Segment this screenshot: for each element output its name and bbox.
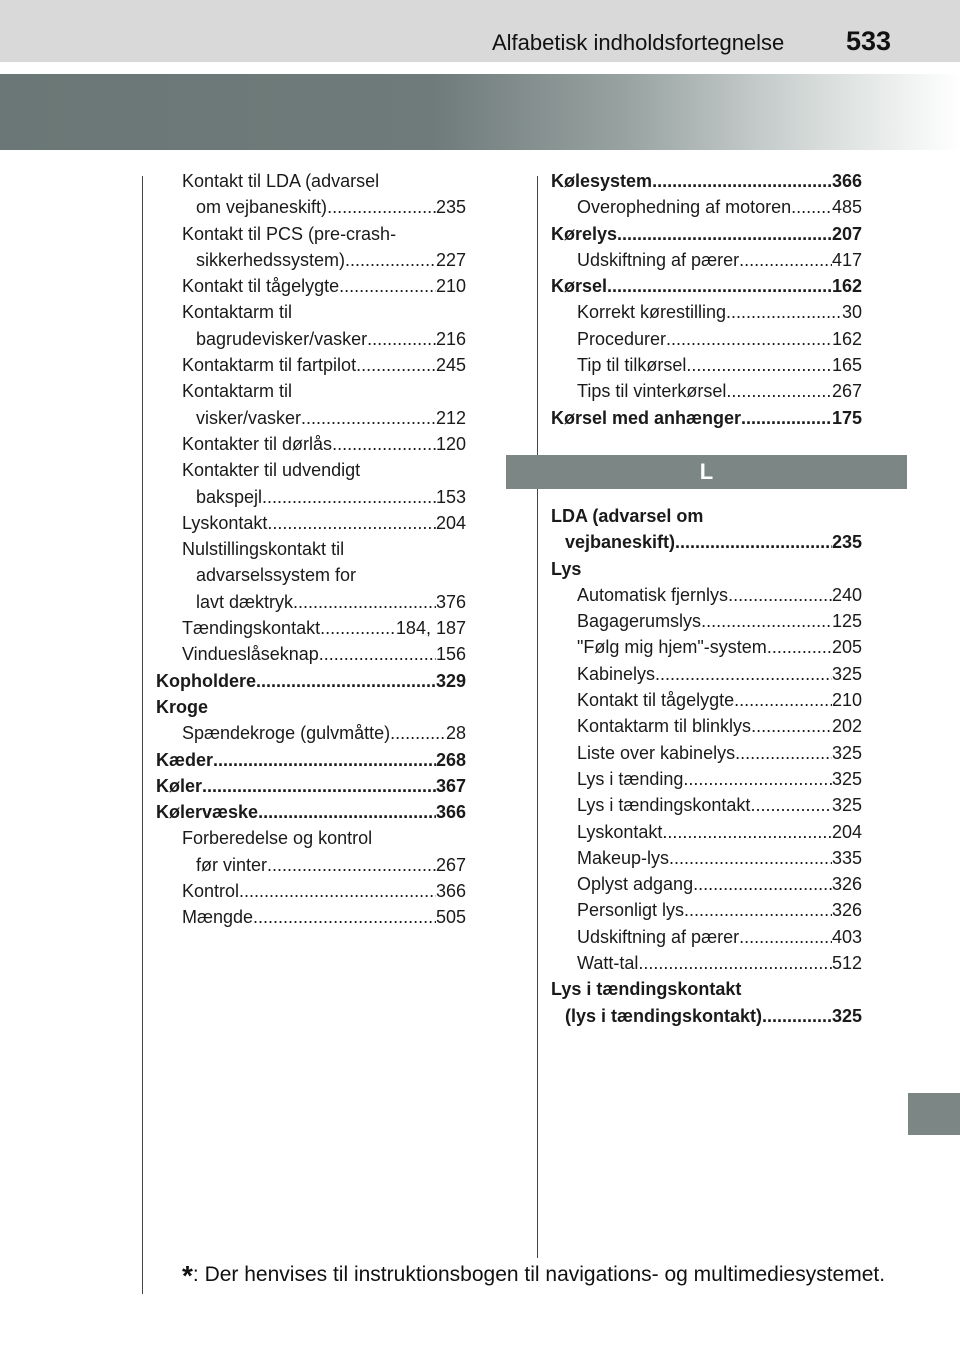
entry-page: 512 [831, 953, 862, 974]
entry-text: Kølervæske [156, 802, 259, 823]
entry-text: Tip til tilkørsel [577, 355, 687, 376]
left-margin-rule [142, 176, 143, 1294]
entry-text: Spændekroge (gulvmåtte) [182, 723, 391, 744]
dot-leader [728, 582, 832, 608]
entry-page: 417 [831, 249, 862, 270]
entry-text: Liste over kabinelys [577, 742, 736, 763]
index-entry [551, 326, 862, 352]
entry-text: Automatisk fjernlys [577, 584, 729, 605]
dot-leader [390, 720, 446, 746]
entry-text: Lys [551, 558, 582, 579]
dot-leader [319, 641, 436, 667]
index-entry [551, 194, 862, 220]
entry-text: Mængde [182, 907, 254, 928]
index-entry [551, 247, 862, 273]
index-entry [551, 740, 862, 766]
entry-text: Lyskontakt [577, 821, 663, 842]
index-entry [551, 792, 862, 818]
entry-text: Kopholdere [156, 670, 257, 691]
entry-text: Kabinelys [577, 663, 656, 684]
entry-page: 366 [435, 802, 466, 823]
index-entry [156, 852, 466, 878]
entry-page: 326 [831, 874, 862, 895]
index-entry [551, 1003, 862, 1029]
dot-leader [675, 529, 832, 555]
dot-leader [655, 661, 832, 687]
dot-leader [267, 852, 436, 878]
entry-page: 267 [435, 854, 466, 875]
entry-page: 162 [831, 328, 862, 349]
index-entry [156, 484, 466, 510]
dot-leader [262, 484, 436, 510]
entry-text: Kontakter til dørlås [182, 433, 333, 454]
dot-leader [662, 819, 832, 845]
dot-leader [684, 897, 832, 923]
entry-page: 325 [831, 795, 862, 816]
entry-page: 216 [435, 328, 466, 349]
entry-page: 326 [831, 900, 862, 921]
entry-text: bakspejl [196, 486, 263, 507]
index-entry [551, 845, 862, 871]
index-entry [551, 503, 862, 529]
dot-leader [739, 247, 832, 273]
dot-leader [741, 405, 832, 431]
index-entry [156, 431, 466, 457]
entry-text: Tændingskontakt [182, 618, 321, 639]
footnote-text: : Der henvises til instruktionsbogen til navigations- og multimediesystemet. [192, 1263, 886, 1286]
index-entry [156, 825, 466, 851]
dot-leader [652, 168, 832, 194]
entry-text: Overophedning af motoren [577, 197, 792, 218]
index-entry [551, 582, 862, 608]
entry-page: 240 [831, 584, 862, 605]
dot-leader [686, 352, 832, 378]
index-entry [156, 694, 466, 720]
entry-page: 235 [831, 532, 862, 553]
index-entry [551, 405, 862, 431]
entry-text: sikkerhedssystem) [196, 249, 346, 270]
index-entry [156, 615, 466, 641]
index-entry [551, 168, 862, 194]
entry-text: Kæder [156, 749, 214, 770]
index-entry [156, 562, 466, 588]
index-entry [156, 326, 466, 352]
entry-text: Kroge [156, 696, 209, 717]
index-entry [156, 221, 466, 247]
entry-page: 156 [435, 644, 466, 665]
index-entry [551, 897, 862, 923]
dot-leader [726, 378, 832, 404]
footnote [182, 1256, 886, 1291]
entry-text: Kontakt til tågelygte [182, 276, 340, 297]
entry-page: 325 [831, 663, 862, 684]
index-entry [551, 766, 862, 792]
entry-text: Bagagerumslys [577, 611, 702, 632]
dot-leader [693, 871, 832, 897]
dot-leader [638, 950, 832, 976]
entry-text: Kontakter til udvendigt [182, 460, 361, 481]
entry-text: vejbaneskift) [565, 532, 676, 553]
index-entry [156, 641, 466, 667]
index-entry [156, 668, 466, 694]
dot-leader [607, 273, 832, 299]
entry-page: 175 [831, 407, 862, 428]
index-entry [551, 950, 862, 976]
entry-text: Procedurer [577, 328, 667, 349]
entry-text: Kontaktarm til [182, 302, 293, 323]
dot-leader [202, 773, 436, 799]
dot-leader [293, 589, 436, 615]
entry-page: 325 [831, 1005, 862, 1026]
entry-text: lavt dæktryk [196, 591, 294, 612]
header-bar [0, 0, 960, 62]
dot-leader [356, 352, 436, 378]
entry-text: Forberedelse og kontrol [182, 828, 373, 849]
dot-leader [669, 845, 832, 871]
entry-page: 329 [435, 670, 466, 691]
index-entry [551, 634, 862, 660]
index-entry [156, 904, 466, 930]
entry-page: 28 [445, 723, 466, 744]
dot-leader [213, 747, 436, 773]
entry-text: Korrekt kørestilling [577, 302, 727, 323]
index-entry [551, 687, 862, 713]
entry-text: Lyskontakt [182, 512, 268, 533]
entry-page: 204 [831, 821, 862, 842]
entry-page: 162 [831, 276, 862, 297]
dot-leader [367, 326, 436, 352]
index-entry [551, 819, 862, 845]
dot-leader [339, 273, 436, 299]
index-entry [156, 405, 466, 431]
entry-page: 403 [831, 926, 862, 947]
index-entry [156, 747, 466, 773]
index-entry [551, 529, 862, 555]
dot-leader [258, 799, 436, 825]
entry-text: Tips til vinterkørsel [577, 381, 727, 402]
entry-text: Udskiftning af pærer [577, 249, 740, 270]
entry-page: 153 [435, 486, 466, 507]
entry-text: Kontakt til PCS (pre-crash- [182, 223, 397, 244]
entry-text: Kontakt til tågelygte [577, 690, 735, 711]
dot-leader [701, 608, 832, 634]
entry-text: LDA (advarsel om [551, 505, 704, 526]
dot-leader [253, 904, 436, 930]
entry-page: 210 [831, 690, 862, 711]
entry-page: 485 [831, 197, 862, 218]
entry-text: Watt-tal [577, 953, 639, 974]
entry-page: 325 [831, 768, 862, 789]
index-entry [551, 713, 862, 739]
decorative-band [0, 74, 960, 150]
index-entry [156, 352, 466, 378]
entry-text: Nulstillingskontakt til [182, 539, 345, 560]
entry-text: Kørsel med anhænger [551, 407, 742, 428]
index-entry [551, 976, 862, 1002]
entry-text: visker/vasker [196, 407, 302, 428]
section-letter: L [699, 458, 714, 484]
entry-page: 125 [831, 611, 862, 632]
entry-page: 335 [831, 847, 862, 868]
index-column-left [156, 168, 466, 931]
dot-leader [734, 687, 832, 713]
entry-text: "Følg mig hjem"-system [577, 637, 767, 658]
entry-text: Kontrol [182, 881, 240, 902]
dot-leader [327, 194, 436, 220]
entry-page: 268 [435, 749, 466, 770]
index-entry [156, 378, 466, 404]
entry-text: Kørsel [551, 276, 608, 297]
entry-text: Udskiftning af pærer [577, 926, 740, 947]
entry-text: Kontaktarm til blinklys [577, 716, 752, 737]
index-entry [551, 924, 862, 950]
entry-text: Kørelys [551, 223, 618, 244]
index-entry [156, 299, 466, 325]
dot-leader [666, 326, 832, 352]
entry-text: før vinter [196, 854, 268, 875]
index-entry [551, 378, 862, 404]
dot-leader [301, 405, 436, 431]
index-entry [156, 194, 466, 220]
column-divider [537, 176, 538, 1258]
index-entry [156, 457, 466, 483]
entry-text: Lys i tændingskontakt [577, 795, 751, 816]
section-title: Alfabetisk indholdsfortegnelse [492, 30, 785, 55]
entry-page: 184, 187 [395, 618, 466, 639]
index-entry [156, 247, 466, 273]
dot-leader [791, 194, 832, 220]
entry-text: Kontakt til LDA (advarsel [182, 171, 380, 191]
index-entry [156, 273, 466, 299]
dot-leader [239, 878, 436, 904]
entry-text: Lys i tændingskontakt [551, 979, 742, 1000]
index-entry [551, 871, 862, 897]
dot-leader [739, 924, 832, 950]
index-entry [156, 536, 466, 562]
footnote-marker: * [182, 1260, 193, 1291]
entry-text: advarselssystem for [196, 565, 357, 586]
entry-page: 204 [435, 512, 466, 533]
entry-page: 366 [831, 171, 862, 191]
entry-page: 325 [831, 742, 862, 763]
dot-leader [726, 299, 842, 325]
dot-leader [683, 766, 832, 792]
entry-text: Kølesystem [551, 171, 653, 191]
index-entry [551, 299, 862, 325]
index-entry [156, 799, 466, 825]
dot-leader [345, 247, 436, 273]
entry-text: Vindueslåseknap [182, 644, 319, 665]
dot-leader [256, 668, 436, 694]
entry-text: Kontaktarm til fartpilot [182, 355, 357, 376]
entry-page: 212 [435, 407, 466, 428]
index-entry [156, 773, 466, 799]
entry-text: Personligt lys [577, 900, 685, 921]
entry-page: 165 [831, 355, 862, 376]
dot-leader [751, 713, 832, 739]
index-entry [551, 608, 862, 634]
entry-page: 227 [435, 249, 466, 270]
index-entry [551, 556, 862, 582]
entry-text: (lys i tændingskontakt) [565, 1005, 763, 1026]
dot-leader [767, 634, 832, 660]
entry-page: 367 [435, 775, 466, 796]
entry-text: Kontaktarm til [182, 381, 293, 402]
dot-leader [762, 1003, 832, 1029]
index-entry [156, 878, 466, 904]
entry-page: 30 [841, 302, 862, 323]
page-number: 533 [846, 26, 892, 56]
entry-text: bagrudevisker/vasker [196, 328, 368, 349]
index-entry [156, 720, 466, 746]
entry-page: 267 [831, 381, 862, 402]
index-entry [156, 510, 466, 536]
entry-page: 366 [435, 881, 466, 902]
index-entry [156, 589, 466, 615]
entry-text: Makeup-lys [577, 847, 670, 868]
dot-leader [267, 510, 436, 536]
entry-text: Lys i tænding [577, 768, 684, 789]
index-entry [551, 273, 862, 299]
dot-leader [332, 431, 436, 457]
index-entry [156, 168, 466, 194]
entry-page: 207 [831, 223, 862, 244]
chapter-tab [908, 1093, 960, 1135]
entry-page: 205 [831, 637, 862, 658]
dot-leader [750, 792, 832, 818]
dot-leader [735, 740, 832, 766]
entry-page: 245 [435, 355, 466, 376]
index-entry [551, 661, 862, 687]
entry-page: 505 [435, 907, 466, 928]
entry-page: 120 [435, 433, 466, 454]
entry-text: Oplyst adgang [577, 874, 694, 895]
entry-text: om vejbaneskift) [196, 197, 328, 218]
entry-page: 235 [435, 197, 466, 218]
index-entry [551, 352, 862, 378]
entry-page: 202 [831, 716, 862, 737]
index-column-right [551, 168, 862, 1029]
entry-text: Køler [156, 775, 203, 796]
entry-page: 210 [435, 276, 466, 297]
dot-leader [617, 221, 832, 247]
index-entry [551, 221, 862, 247]
section-letter-bar [506, 455, 907, 489]
dot-leader [320, 615, 396, 641]
entry-page: 376 [435, 591, 466, 612]
